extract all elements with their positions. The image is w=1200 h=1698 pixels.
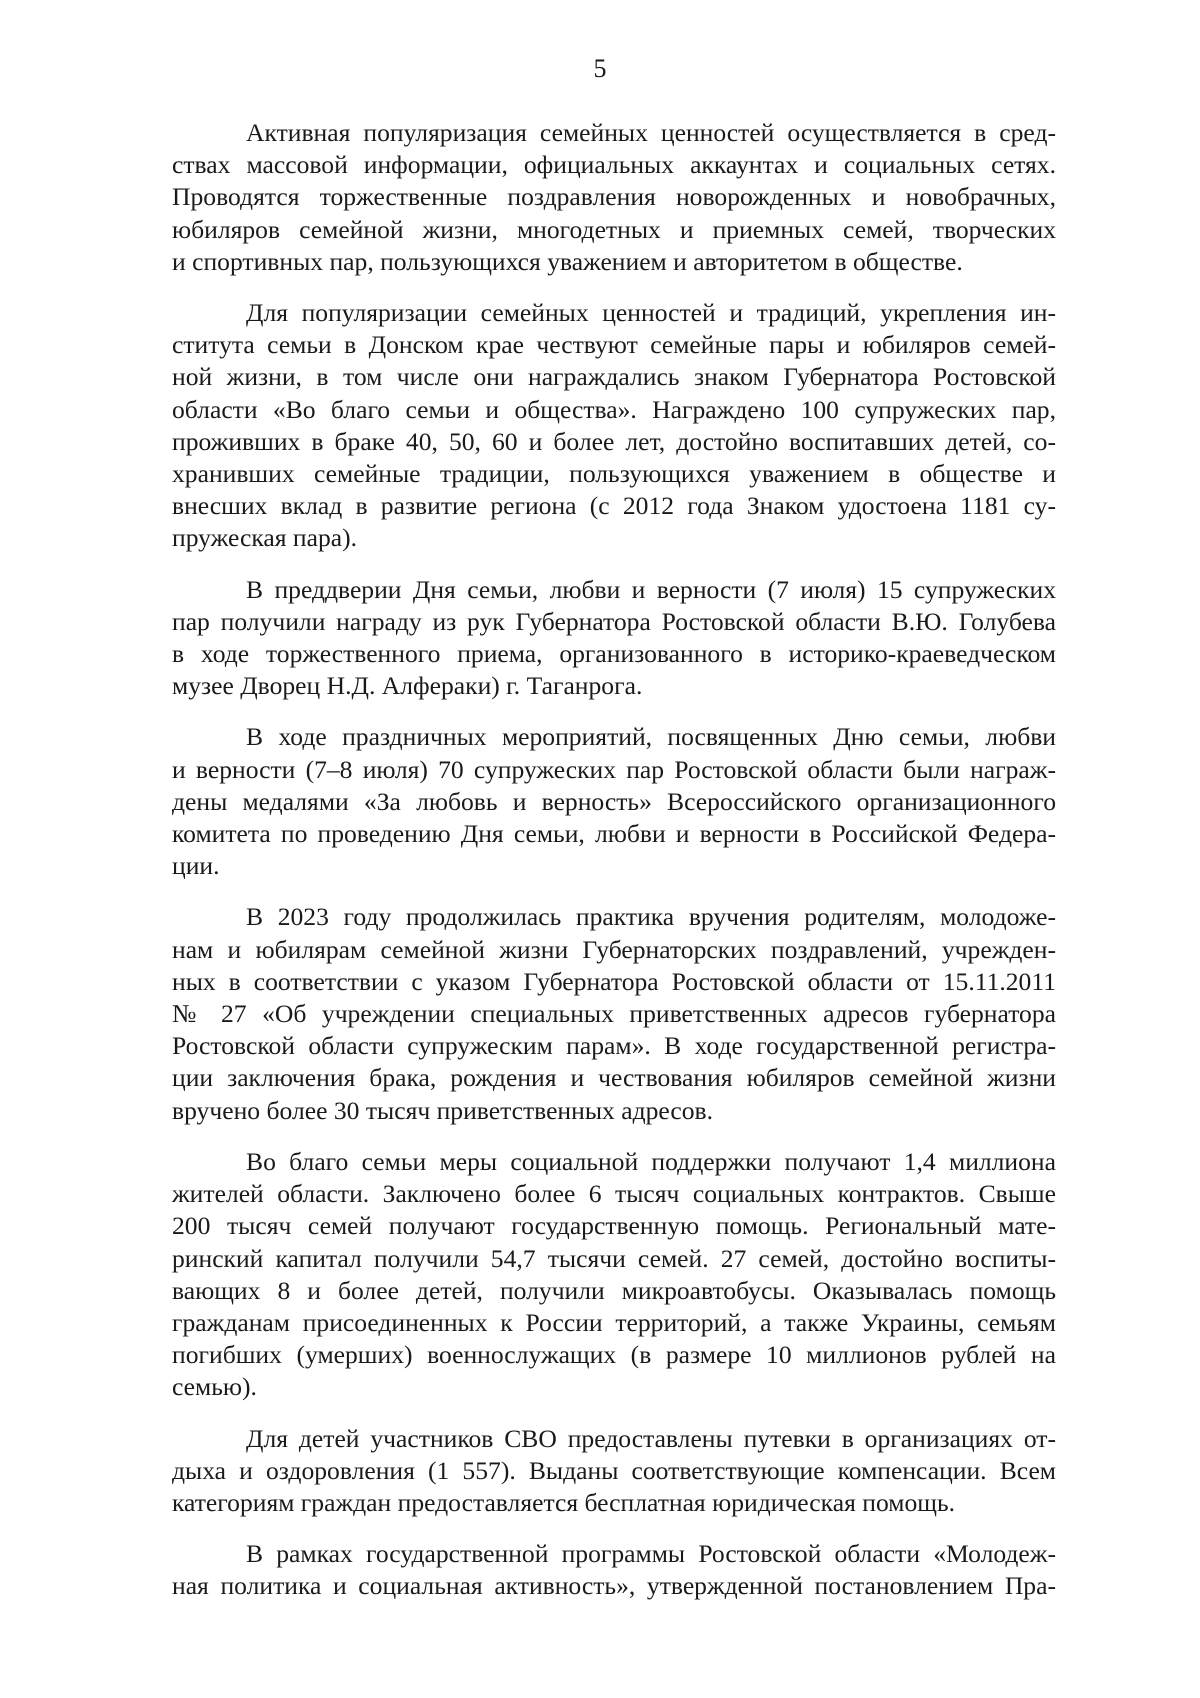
paragraph-line: Проводятся торжественные поздравления новорожденных и новобрачных, <box>172 182 1056 212</box>
document-body <box>172 117 1056 1622</box>
paragraph-line: В рамках государственной программы Ростовской области «Молодеж- <box>246 1539 1056 1569</box>
paragraph-line: В ходе праздничных мероприятий, посвященных Дню семьи, любви <box>246 722 1056 752</box>
paragraph-line: жителей области. Заключено более 6 тысяч социальных контрактов. Свыше <box>172 1179 1056 1209</box>
paragraph-line: ной жизни, в том числе они награждались знаком Губернатора Ростовской <box>172 362 1056 392</box>
paragraph-line: В преддверии Дня семьи, любви и верности (7 июля) 15 супружеских <box>246 574 1056 604</box>
paragraph-line: Для детей участников СВО предоставлены путевки в организациях от- <box>246 1423 1056 1453</box>
paragraph-line: музее Дворец Н.Д. Алфераки) г. Таганрога. <box>172 671 643 701</box>
paragraph-6 <box>172 1146 1056 1404</box>
paragraph-line: Активная популяризация семейных ценностей осуществляется в сред- <box>246 118 1056 147</box>
paragraph-line: внесших вклад в развитие региона (с 2012 года Знаком удостоена 1181 су- <box>172 491 1056 521</box>
paragraph-3 <box>172 574 1056 703</box>
paragraph-8 <box>172 1538 1056 1602</box>
paragraph-line: Во благо семьи меры социальной поддержки получают 1,4 миллиона <box>246 1146 1056 1176</box>
paragraph-line: ринский капитал получили 54,7 тысячи семей. 27 семей, достойно воспиты- <box>172 1243 1056 1273</box>
paragraph-line: 200 тысяч семей получают государственную помощь. Региональный мате- <box>172 1211 1056 1241</box>
paragraph-1 <box>172 117 1056 278</box>
paragraph-line: ная политика и социальная активность», утвержденной постановлением Пра- <box>172 1571 1056 1601</box>
paragraph-line: комитета по проведению Дня семьи, любви и верности в Российской Федера- <box>172 819 1056 849</box>
paragraph-4 <box>172 721 1056 882</box>
paragraph-line: ции заключения брака, рождения и чествования юбиляров семейной жизни <box>172 1063 1056 1093</box>
paragraph-2 <box>172 297 1056 555</box>
paragraph-line: в ходе торжественного приема, организованного в историко-краеведческом <box>172 639 1056 669</box>
paragraph-line: № 27 «Об учреждении специальных приветственных адресов губернатора <box>172 999 1056 1029</box>
paragraph-line: и спортивных пар, пользующихся уважением и авторитетом в обществе. <box>172 246 963 276</box>
paragraph-line: вручено более 30 тысяч приветственных адресов. <box>172 1095 714 1125</box>
paragraph-line: дыха и оздоровления (1 557). Выданы соответствующие компенсации. Всем <box>172 1455 1056 1485</box>
paragraph-line: В 2023 году продолжилась практика вручения родителям, молодоже- <box>246 902 1056 932</box>
paragraph-line: семью). <box>172 1372 257 1402</box>
paragraph-line: Ростовской области супружеским парам». В ходе государственной регистра- <box>172 1031 1056 1061</box>
paragraph-line: и верности (7–8 июля) 70 супружеских пар Ростовской области были награж- <box>172 754 1056 784</box>
paragraph-line: хранивших семейные традиции, пользующихся уважением в обществе и <box>172 459 1056 489</box>
paragraph-7 <box>172 1423 1056 1520</box>
paragraph-line: пар получили награду из рук Губернатора Ростовской области В.Ю. Голубева <box>172 606 1056 636</box>
paragraph-line: ции. <box>172 851 220 881</box>
paragraph-line: юбиляров семейной жизни, многодетных и приемных семей, творческих <box>172 214 1056 244</box>
paragraph-line: нам и юбилярам семейной жизни Губернаторских поздравлений, учрежден- <box>172 934 1056 964</box>
paragraph-line: области «Во благо семьи и общества». Награждено 100 супружеских пар, <box>172 394 1056 424</box>
paragraph-line: Для популяризации семейных ценностей и традиций, укрепления ин- <box>246 298 1056 328</box>
paragraph-line: категориям граждан предоставляется бесплатная юридическая помощь. <box>172 1487 956 1517</box>
paragraph-line: проживших в браке 40, 50, 60 и более лет, достойно воспитавших детей, со- <box>172 426 1056 456</box>
paragraph-line: погибших (умерших) военнослужащих (в размере 10 миллионов рублей на <box>172 1340 1056 1370</box>
paragraph-line: ных в соответствии с указом Губернатора Ростовской области от 15.11.2011 <box>172 966 1056 996</box>
paragraph-5 <box>172 901 1056 1126</box>
paragraph-line: ствах массовой информации, официальных аккаунтах и социальных сетях. <box>172 150 1056 180</box>
paragraph-line: вающих 8 и более детей, получили микроавтобусы. Оказывалась помощь <box>172 1275 1056 1305</box>
paragraph-line: пружеская пара). <box>172 523 358 553</box>
paragraph-line: ститута семьи в Донском крае чествуют семейные пары и юбиляров семей- <box>172 330 1056 360</box>
paragraph-line: дены медалями «За любовь и верность» Всероссийского организационного <box>172 786 1056 816</box>
paragraph-line: гражданам присоединенных к России территорий, а также Украины, семьям <box>172 1307 1056 1337</box>
page-number: 5 <box>593 54 607 83</box>
